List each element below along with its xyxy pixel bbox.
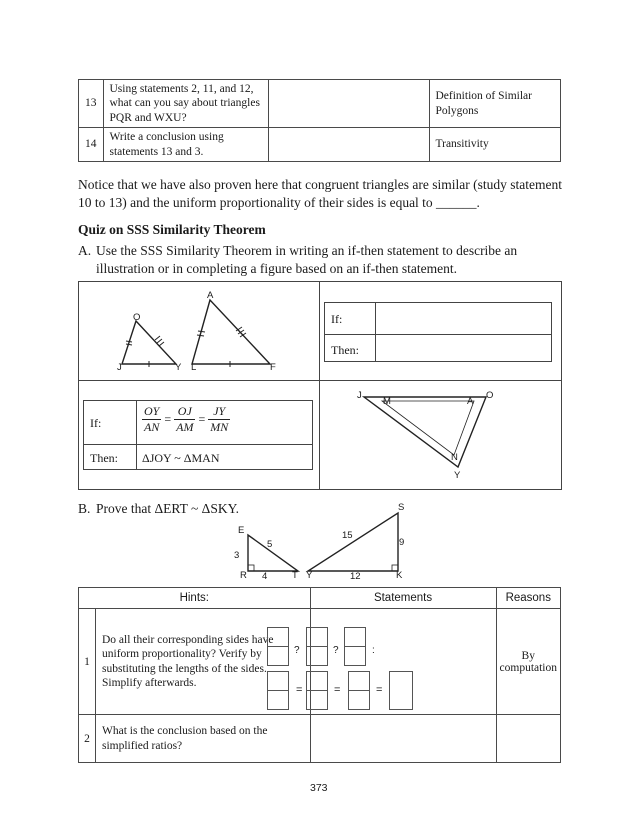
vertex-label: L: [191, 362, 197, 373]
fraction: $\frac{OJ}{AM}$: [176, 404, 194, 434]
grid-divider: [319, 281, 320, 489]
part-b-prompt: Prove that ΔERT ~ ΔSKY.: [96, 501, 239, 516]
reason-cell: By computation: [496, 609, 560, 715]
divider: [83, 444, 313, 445]
if-answer-field[interactable]: [378, 304, 548, 332]
part-a-instructions: Use the SSS Similarity Theorem in writing an if-then statement to describe an illustration or in completing a figure based on an if-then statement.: [96, 243, 518, 276]
vertex-label: S: [398, 502, 405, 513]
vertex-label: Y: [306, 570, 313, 581]
part-b-letter: B.: [78, 501, 91, 516]
row-number: 13: [79, 80, 104, 128]
ratio-blank[interactable]: [348, 671, 370, 710]
vertex-label: Y: [175, 362, 182, 373]
page-number: 373: [310, 782, 328, 794]
side-length: 4: [262, 571, 268, 582]
triangles-joy-man: [340, 385, 510, 480]
vertex-label: Y: [454, 470, 461, 481]
reasons-header: Reasons: [496, 588, 560, 609]
equals-sign: =: [296, 684, 303, 696]
question-mark: ?: [294, 645, 300, 656]
hints-header: Hints:: [79, 588, 311, 609]
hint-cell: What is the conclusion based on the simplified ratios?: [96, 715, 311, 763]
notice-paragraph: Notice that we have also proven here that congruent triangles are similar (study statement 10 to 13) and the uniform proportionality of their sides is equal to ______.: [78, 177, 562, 210]
hint-cell: Do all their corresponding sides have uniform proportionality? Verify by substituting the lengths of the sides. Simplify afterwards.: [96, 609, 311, 715]
part-a-letter: A.: [78, 243, 92, 258]
vertex-label: N: [451, 452, 458, 463]
then-label: Then:: [90, 451, 118, 465]
ratio-equation: $\frac{OY}{AN}$ = $\frac{OJ}{AM}$ = $\frac{JY}{MN}$: [144, 404, 229, 434]
vertex-label: T: [292, 570, 298, 581]
row-number: 14: [79, 128, 104, 162]
colon: :: [372, 645, 375, 656]
ratio-blank[interactable]: [306, 671, 328, 710]
reason-cell: Definition of Similar Polygons: [429, 80, 561, 128]
if-label: If:: [331, 312, 343, 326]
vertex-label: O: [486, 390, 494, 401]
reason-cell[interactable]: [496, 715, 560, 763]
fraction: $\frac{JY}{MN}$: [210, 404, 229, 434]
then-answer-field[interactable]: [378, 336, 548, 360]
equals-sign: =: [376, 684, 383, 696]
ratio-blank[interactable]: [344, 627, 366, 666]
quiz-title: Quiz on SSS Similarity Theorem: [78, 222, 266, 237]
vertex-label: A: [467, 396, 474, 407]
vertex-label: A: [207, 290, 214, 301]
vertex-label: R: [240, 570, 247, 581]
side-length: 15: [342, 530, 353, 541]
vertex-label: J: [117, 362, 122, 373]
statement-cell[interactable]: [310, 715, 496, 763]
grid-divider: [78, 380, 561, 381]
statement-cell: Using statements 2, 11, and 12, what can you say about triangles PQR and WXU?: [103, 80, 268, 128]
vertex-label: E: [238, 525, 245, 536]
reason-cell: Transitivity: [429, 128, 561, 162]
fraction: $\frac{OY}{AN}$: [144, 404, 160, 434]
divider: [324, 334, 552, 335]
side-length: 12: [350, 571, 361, 582]
ratio-blank[interactable]: [306, 627, 328, 666]
side-length: 3: [234, 550, 240, 561]
side-length: 5: [267, 539, 273, 550]
statement-cell: Write a conclusion using statements 13 and 3.: [103, 128, 268, 162]
vertex-label: J: [357, 390, 362, 401]
blank-cell[interactable]: [268, 128, 429, 162]
ratio-blank[interactable]: [267, 671, 289, 710]
vertex-label: M: [383, 396, 391, 407]
vertex-label: K: [396, 570, 403, 581]
vertex-label: O: [133, 312, 141, 323]
vertex-label: F: [270, 362, 276, 373]
question-mark: ?: [333, 645, 339, 656]
statements-header: Statements: [310, 588, 496, 609]
divider: [375, 302, 376, 362]
if-label: If:: [90, 416, 102, 430]
equals-sign: =: [334, 684, 341, 696]
then-label: Then:: [331, 343, 359, 357]
blank-cell[interactable]: [268, 80, 429, 128]
then-statement: ΔJOY ~ ΔMAN: [142, 451, 220, 465]
divider: [136, 400, 137, 470]
row-number: 1: [79, 609, 96, 715]
previous-proof-table: [78, 79, 561, 162]
row-number: 2: [79, 715, 96, 763]
side-length: 9: [399, 537, 405, 548]
simplified-ratio-blank[interactable]: [389, 671, 413, 710]
ratio-blank[interactable]: [267, 627, 289, 666]
